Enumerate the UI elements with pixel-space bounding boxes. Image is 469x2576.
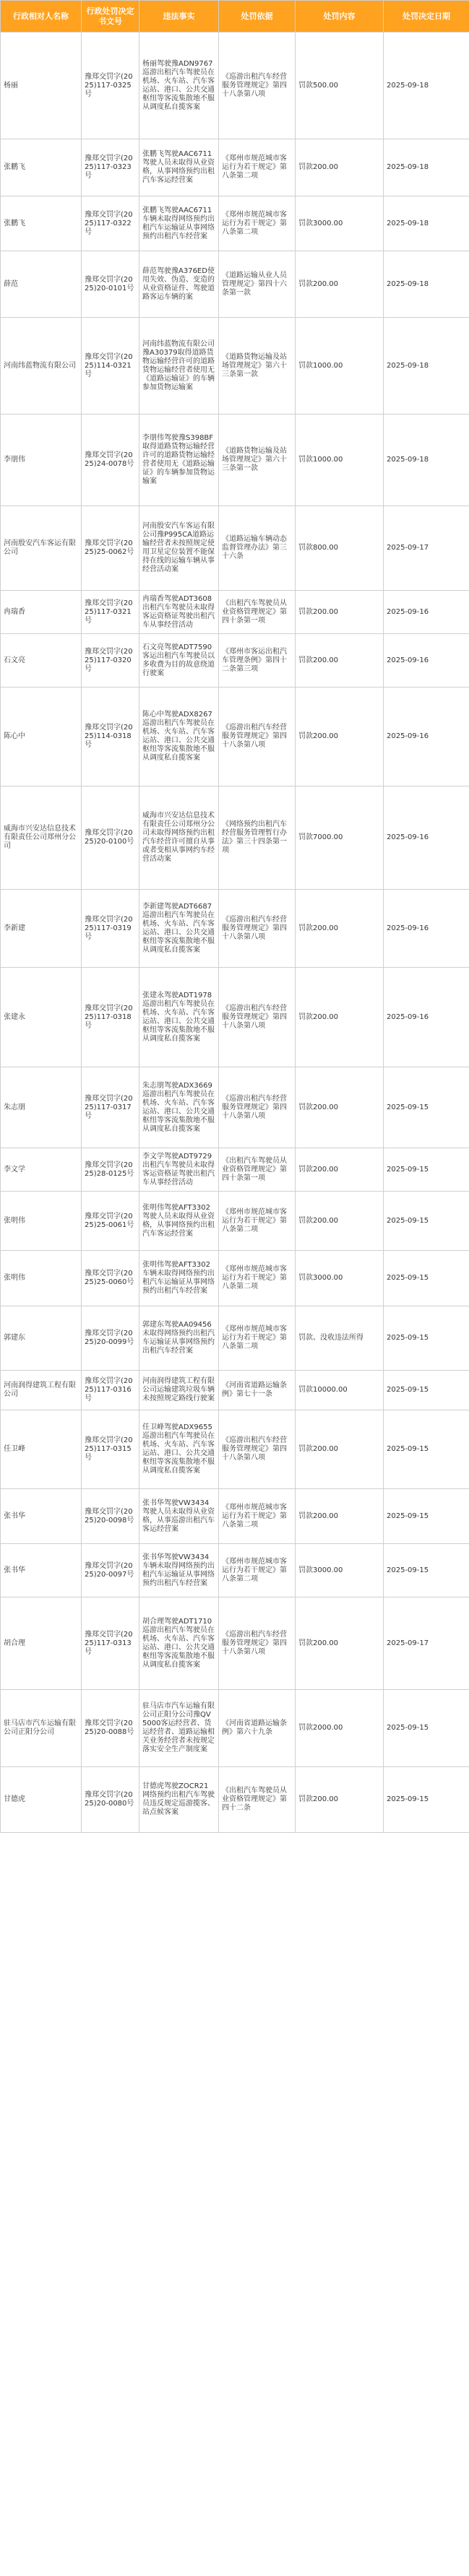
cell-basis: 《郑州市客运出租汽车管理条例》第四十二条第三项 — [219, 634, 296, 688]
cell-basis: 《河南省道路运输条例》第六十九条 — [219, 1690, 296, 1767]
cell-basis: 《河南省道路运输条例》第七十一条 — [219, 1371, 296, 1410]
cell-obj: 甘德虎 — [1, 1767, 82, 1833]
header-obj: 行政相对人名称 — [1, 1, 82, 32]
cell-basis: 《道路货物运输及站场管理规定》第六十三条第一款 — [219, 415, 296, 506]
header-basis: 处罚依据 — [219, 1, 296, 32]
table-row — [1, 251, 469, 318]
cell-doc: 豫郑交罚字(2025)117-0321号 — [82, 591, 139, 634]
header-doc: 行政处罚决定书文号 — [82, 1, 139, 32]
cell-content: 罚款200.00 — [296, 1148, 384, 1192]
cell-date: 2025-09-15 — [384, 1067, 469, 1148]
table-row — [1, 1544, 469, 1597]
cell-fact: 杨丽驾驶豫ADN9767巡游出租汽车驾驶员在机场、火车站、汽车客运站、港口、公共交通枢纽等客流集散地不服从调度私自揽客案 — [139, 32, 219, 139]
cell-date: 2025-09-15 — [384, 1251, 469, 1306]
cell-basis: 《郑州市规范城市客运行为若干规定》第八条第二项 — [219, 1306, 296, 1371]
cell-obj: 张书华 — [1, 1489, 82, 1544]
cell-content: 罚款200.00 — [296, 1767, 384, 1833]
cell-obj: 张书华 — [1, 1544, 82, 1597]
table-header-row — [1, 1, 469, 32]
table-row — [1, 688, 469, 786]
cell-basis: 《郑州市规范城市客运行为若干规定》第八条第二项 — [219, 196, 296, 251]
cell-content: 罚款1000.00 — [296, 415, 384, 506]
cell-basis: 《出租汽车驾驶员从业资格管理规定》第四十条第一项 — [219, 1148, 296, 1192]
cell-obj: 张鹏飞 — [1, 196, 82, 251]
cell-date: 2025-09-18 — [384, 196, 469, 251]
cell-content: 罚款200.00 — [296, 968, 384, 1067]
cell-date: 2025-09-16 — [384, 890, 469, 968]
cell-obj: 朱志朋 — [1, 1067, 82, 1148]
cell-fact: 甘德虎驾驶ZOCR21网络预约出租汽车驾驶员违反规定巡游揽客、站点候客案 — [139, 1767, 219, 1833]
cell-content: 罚款200.00 — [296, 591, 384, 634]
cell-obj: 张建永 — [1, 968, 82, 1067]
cell-date: 2025-09-18 — [384, 251, 469, 318]
table-row — [1, 1371, 469, 1410]
cell-doc: 豫郑交罚字(2025)117-0323号 — [82, 139, 139, 196]
cell-obj: 威海市兴安达信息技术有限责任公司郑州分公司 — [1, 786, 82, 890]
cell-fact: 张书华驾驶VW3434车辆未取得网络预约出租汽车运输证从事网络预约出租汽车经营案 — [139, 1544, 219, 1597]
cell-obj: 石文亮 — [1, 634, 82, 688]
cell-obj: 李文学 — [1, 1148, 82, 1192]
cell-fact: 张鹏飞驾驶AAC6711车辆未取得网络预约出租汽车运输证从事网络预约出租汽车经营案 — [139, 196, 219, 251]
table-row — [1, 634, 469, 688]
cell-fact: 郭建东驾驶AA09456未取得网络预约出租汽车运输证从事网络预约出租汽车经营案 — [139, 1306, 219, 1371]
cell-doc: 豫郑交罚字(2025)24-0078号 — [82, 415, 139, 506]
cell-fact: 驻马店市汽车运输有限公司正阳分公司豫QV5000客运经营者、货运经营者、道路运输相关业务经营者未按规定落实安全生产制度案 — [139, 1690, 219, 1767]
cell-date: 2025-09-15 — [384, 1371, 469, 1410]
cell-doc: 豫郑交罚字(2025)117-0313号 — [82, 1597, 139, 1690]
cell-date: 2025-09-15 — [384, 1544, 469, 1597]
cell-doc: 豫郑交罚字(2025)20-0100号 — [82, 786, 139, 890]
cell-content: 罚款7000.00 — [296, 786, 384, 890]
cell-content: 罚款200.00 — [296, 1067, 384, 1148]
cell-content: 罚款200.00 — [296, 1597, 384, 1690]
cell-doc: 豫郑交罚字(2025)117-0317号 — [82, 1067, 139, 1148]
cell-content: 罚款200.00 — [296, 634, 384, 688]
cell-fact: 张鹏飞驾驶AAC6711驾驶人员未取得从业资格，从事网络预约出租汽车客运经营案 — [139, 139, 219, 196]
cell-obj: 杨丽 — [1, 32, 82, 139]
cell-obj: 冉瑞香 — [1, 591, 82, 634]
cell-content: 罚款200.00 — [296, 1192, 384, 1251]
cell-fact: 冉瑞香驾驶ADT3608出租汽车驾驶员未取得客运资格证驾驶出租汽车从事经营活动 — [139, 591, 219, 634]
cell-doc: 豫郑交罚字(2025)20-0088号 — [82, 1690, 139, 1767]
cell-basis: 《道路运输从业人员管理规定》第四十六条第一款 — [219, 251, 296, 318]
cell-content: 罚款200.00 — [296, 1410, 384, 1489]
cell-content: 罚款500.00 — [296, 32, 384, 139]
cell-fact: 张明伟驾驶AFT3302驾驶人员未取得从业资格，从事网络预约出租汽车客运经营案 — [139, 1192, 219, 1251]
cell-doc: 豫郑交罚字(2025)25-0062号 — [82, 506, 139, 591]
table-row — [1, 1306, 469, 1371]
cell-fact: 薛范驾驶豫A376ED使用失效、伪造、变造的从业资格证件、驾驶道路客运车辆的案 — [139, 251, 219, 318]
cell-date: 2025-09-15 — [384, 1410, 469, 1489]
cell-date: 2025-09-17 — [384, 1597, 469, 1690]
cell-date: 2025-09-15 — [384, 1690, 469, 1767]
cell-fact: 张明伟驾驶AFT3302车辆未取得网络预约出租汽车运输证从事网络预约出租汽车经营案 — [139, 1251, 219, 1306]
cell-doc: 豫郑交罚字(2025)117-0319号 — [82, 890, 139, 968]
cell-obj: 河南纬蓝物流有限公司 — [1, 318, 82, 415]
table-row — [1, 1767, 469, 1833]
header-date: 处罚决定日期 — [384, 1, 469, 32]
cell-date: 2025-09-18 — [384, 32, 469, 139]
table-row — [1, 968, 469, 1067]
cell-doc: 豫郑交罚字(2025)117-0320号 — [82, 634, 139, 688]
table-row — [1, 1690, 469, 1767]
cell-date: 2025-09-16 — [384, 968, 469, 1067]
cell-basis: 《郑州市规范城市客运行为若干规定》第八条第二项 — [219, 1489, 296, 1544]
cell-date: 2025-09-16 — [384, 634, 469, 688]
cell-obj: 郭建东 — [1, 1306, 82, 1371]
table-row — [1, 591, 469, 634]
cell-date: 2025-09-17 — [384, 506, 469, 591]
table-row — [1, 1410, 469, 1489]
cell-date: 2025-09-16 — [384, 591, 469, 634]
cell-obj: 陈心中 — [1, 688, 82, 786]
cell-fact: 陈心中驾驶ADX8267巡游出租汽车驾驶员在机场、火车站、汽车客运站、港口、公共交通枢纽等客流集散地不服从调度私自揽客案 — [139, 688, 219, 786]
cell-fact: 威海市兴安达信息技术有限责任公司郑州分公司未取得网络预约出租汽车经营许可擅自从事或者变相从事网约车经营活动案 — [139, 786, 219, 890]
cell-fact: 胡合理驾驶ADT1710巡游出租汽车驾驶员在机场、火车站、汽车客运站、港口、公共交通枢纽等客流集散地不服从调度私自揽客案 — [139, 1597, 219, 1690]
cell-fact: 李文学驾驶ADT9729出租汽车驾驶员未取得客运资格证驾驶出租汽车从事经营活动 — [139, 1148, 219, 1192]
cell-content: 罚款800.00 — [296, 506, 384, 591]
table-row — [1, 1597, 469, 1690]
cell-obj: 胡合理 — [1, 1597, 82, 1690]
cell-doc: 豫郑交罚字(2025)25-0061号 — [82, 1192, 139, 1251]
cell-fact: 张建永驾驶ADT1978巡游出租汽车驾驶员在机场、火车站、汽车客运站、港口、公共交通枢纽等客流集散地不服从调度私自揽客案 — [139, 968, 219, 1067]
table-row — [1, 318, 469, 415]
cell-basis: 《郑州市规范城市客运行为若干规定》第八条第二项 — [219, 139, 296, 196]
table-body — [1, 32, 469, 1833]
cell-content: 罚款200.00 — [296, 139, 384, 196]
cell-basis: 《巡游出租汽车经营服务管理规定》第四十八条第八项 — [219, 32, 296, 139]
cell-doc: 豫郑交罚字(2025)20-0101号 — [82, 251, 139, 318]
cell-date: 2025-09-15 — [384, 1192, 469, 1251]
header-content: 处罚内容 — [296, 1, 384, 32]
cell-date: 2025-09-15 — [384, 1306, 469, 1371]
cell-obj: 张鹏飞 — [1, 139, 82, 196]
cell-obj: 河南润得建筑工程有限公司 — [1, 1371, 82, 1410]
cell-obj: 任卫峰 — [1, 1410, 82, 1489]
cell-basis: 《巡游出租汽车经营服务管理规定》第四十八条第八项 — [219, 688, 296, 786]
cell-basis: 《出租汽车驾驶员从业资格管理规定》第四十条第一项 — [219, 591, 296, 634]
cell-basis: 《巡游出租汽车经营服务管理规定》第四十八条第八项 — [219, 968, 296, 1067]
cell-doc: 豫郑交罚字(2025)114-0321号 — [82, 318, 139, 415]
cell-fact: 河南殷安汽车客运有限公司豫P995CA道路运输经营者未按照规定使用卫星定位装置不能保持在线的运输车辆从事经营活动案 — [139, 506, 219, 591]
cell-basis: 《道路货物运输及站场管理规定》第六十三条第一款 — [219, 318, 296, 415]
cell-basis: 《巡游出租汽车经营服务管理规定》第四十八条第八项 — [219, 1067, 296, 1148]
cell-content: 罚款10000.00 — [296, 1371, 384, 1410]
cell-content: 罚款1000.00 — [296, 318, 384, 415]
cell-date: 2025-09-15 — [384, 1148, 469, 1192]
cell-content: 罚款3000.00 — [296, 1251, 384, 1306]
cell-doc: 豫郑交罚字(2025)20-0080号 — [82, 1767, 139, 1833]
cell-doc: 豫郑交罚字(2025)25-0060号 — [82, 1251, 139, 1306]
cell-doc: 豫郑交罚字(2025)117-0318号 — [82, 968, 139, 1067]
table-row — [1, 415, 469, 506]
cell-fact: 河南润得建筑工程有限公司运输建筑垃圾车辆未按照规定路线行驶案 — [139, 1371, 219, 1410]
cell-date: 2025-09-15 — [384, 1767, 469, 1833]
cell-obj: 张明伟 — [1, 1192, 82, 1251]
cell-fact: 李朋伟驾驶豫S398BF取得道路货物运输经营许可的道路货物运输经营者使用无《道路运输证》的车辆参加货物运输案 — [139, 415, 219, 506]
cell-date: 2025-09-16 — [384, 688, 469, 786]
cell-obj: 李朋伟 — [1, 415, 82, 506]
cell-basis: 《巡游出租汽车经营服务管理规定》第四十八条第八项 — [219, 1597, 296, 1690]
cell-fact: 李新建驾驶ADT6687巡游出租汽车驾驶员在机场、火车站、汽车客运站、港口、公共交通枢纽等客流集散地不服从调度私自揽客案 — [139, 890, 219, 968]
cell-date: 2025-09-18 — [384, 139, 469, 196]
header-fact: 违法事实 — [139, 1, 219, 32]
table-row — [1, 786, 469, 890]
cell-basis: 《巡游出租汽车经营服务管理规定》第四十八条第八项 — [219, 1410, 296, 1489]
cell-basis: 《郑州市规范城市客运行为若干规定》第八条第二项 — [219, 1192, 296, 1251]
cell-content: 罚款200.00 — [296, 890, 384, 968]
cell-basis: 《郑州市规范城市客运行为若干规定》第八条第二项 — [219, 1251, 296, 1306]
cell-doc: 豫郑交罚字(2025)117-0315号 — [82, 1410, 139, 1489]
cell-basis: 《郑州市规范城市客运行为若干规定》第八条第二项 — [219, 1544, 296, 1597]
table-row — [1, 1489, 469, 1544]
cell-date: 2025-09-15 — [384, 1489, 469, 1544]
cell-doc: 豫郑交罚字(2025)20-0099号 — [82, 1306, 139, 1371]
cell-obj: 驻马店市汽车运输有限公司正阳分公司 — [1, 1690, 82, 1767]
cell-fact: 张书华驾驶VW3434驾驶人员未取得从业资格，从事巡游出租汽车客运经营案 — [139, 1489, 219, 1544]
cell-obj: 薛范 — [1, 251, 82, 318]
cell-content: 罚款200.00 — [296, 688, 384, 786]
cell-doc: 豫郑交罚字(2025)20-0098号 — [82, 1489, 139, 1544]
cell-content: 罚款3000.00 — [296, 196, 384, 251]
cell-content: 罚款2000.00 — [296, 1690, 384, 1767]
cell-doc: 豫郑交罚字(2025)20-0097号 — [82, 1544, 139, 1597]
cell-content: 罚款、没收违法所得 — [296, 1306, 384, 1371]
table-row — [1, 1251, 469, 1306]
cell-doc: 豫郑交罚字(2025)117-0316号 — [82, 1371, 139, 1410]
cell-basis: 《网络预约出租汽车经营服务管理暂行办法》第三十四条第一项 — [219, 786, 296, 890]
table-row — [1, 1067, 469, 1148]
cell-obj: 张明伟 — [1, 1251, 82, 1306]
table-row — [1, 1192, 469, 1251]
cell-doc: 豫郑交罚字(2025)117-0322号 — [82, 196, 139, 251]
cell-date: 2025-09-18 — [384, 318, 469, 415]
cell-basis: 《道路运输车辆动态监督管理办法》第三十六条 — [219, 506, 296, 591]
cell-obj: 李新建 — [1, 890, 82, 968]
table-row — [1, 32, 469, 139]
cell-doc: 豫郑交罚字(2025)114-0318号 — [82, 688, 139, 786]
cell-content: 罚款200.00 — [296, 1489, 384, 1544]
cell-fact: 河南纬蓝物流有限公司豫A30379取得道路货物运输经营许可的道路货物运输经营者使用无《道路运输证》的车辆参加货物运输案 — [139, 318, 219, 415]
cell-content: 罚款200.00 — [296, 251, 384, 318]
cell-fact: 朱志朋驾驶ADX3669巡游出租汽车驾驶员在机场、火车站、汽车客运站、港口、公共交通枢纽等客流集散地不服从调度私自揽客案 — [139, 1067, 219, 1148]
cell-fact: 任卫峰驾驶ADX9655巡游出租汽车驾驶员在机场、火车站、汽车客运站、港口、公共交通枢纽等客流集散地不服从调度私自揽客案 — [139, 1410, 219, 1489]
cell-basis: 《出租汽车驾驶员从业资格管理规定》第四十二条 — [219, 1767, 296, 1833]
cell-date: 2025-09-18 — [384, 415, 469, 506]
table-row — [1, 890, 469, 968]
table-row — [1, 1148, 469, 1192]
cell-date: 2025-09-16 — [384, 786, 469, 890]
table-row — [1, 506, 469, 591]
cell-obj: 河南殷安汽车客运有限公司 — [1, 506, 82, 591]
cell-basis: 《巡游出租汽车经营服务管理规定》第四十八条第八项 — [219, 890, 296, 968]
cell-doc: 豫郑交罚字(2025)117-0325号 — [82, 32, 139, 139]
table-row — [1, 139, 469, 196]
cell-fact: 石文亮驾驶ADT7590客运出租汽车驾驶员以多收费为目的故意绕道行驶案 — [139, 634, 219, 688]
cell-doc: 豫郑交罚字(2025)28-0125号 — [82, 1148, 139, 1192]
table-row — [1, 196, 469, 251]
cell-content: 罚款3000.00 — [296, 1544, 384, 1597]
